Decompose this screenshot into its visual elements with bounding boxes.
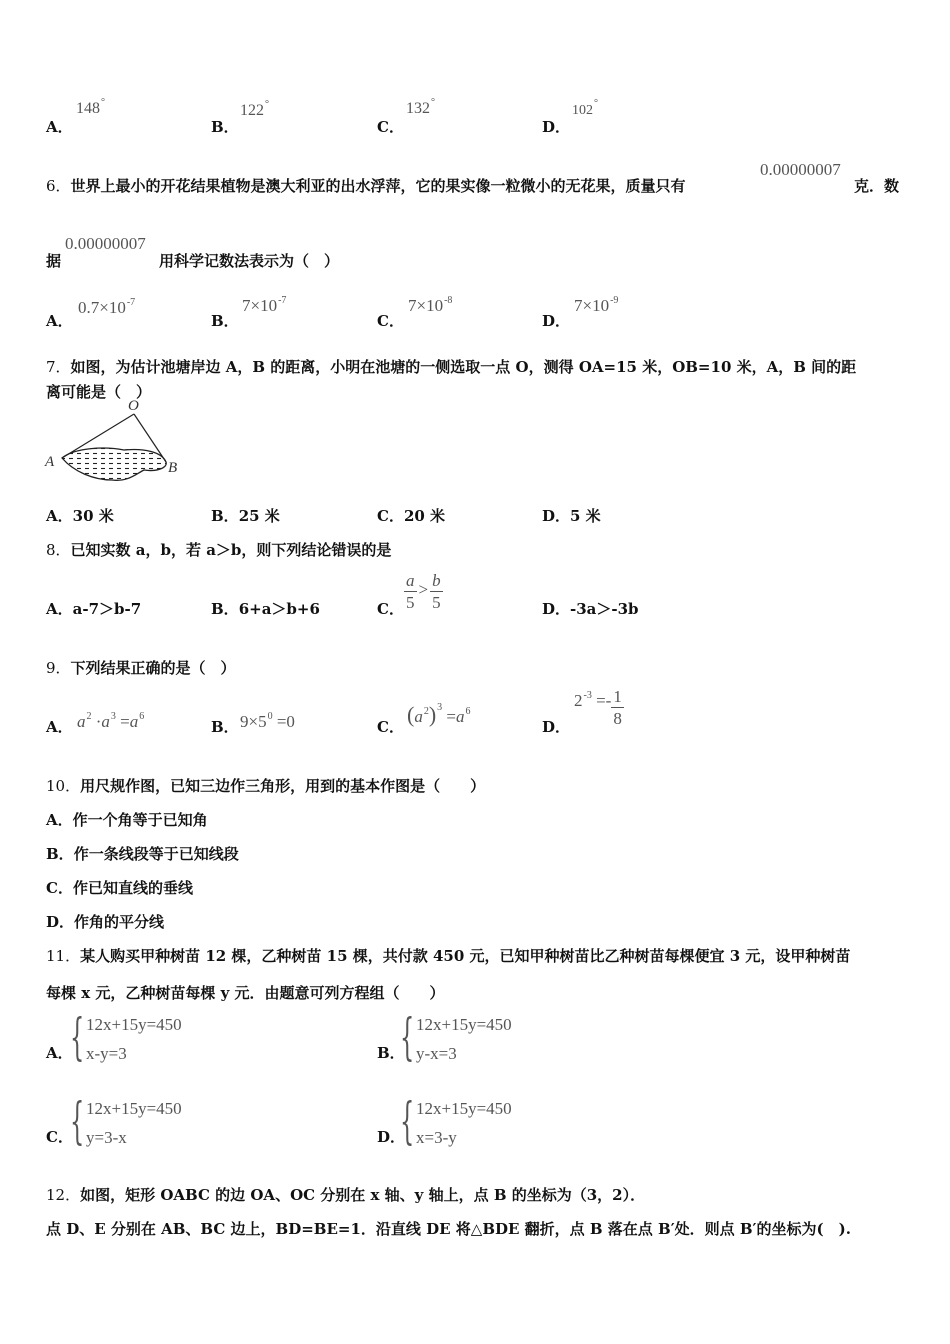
fraction-b-over-5 bbox=[430, 572, 443, 611]
q9-option-b-value bbox=[240, 712, 295, 732]
q8-option-d bbox=[542, 598, 639, 619]
outer-exponent: 3 bbox=[437, 702, 443, 713]
q10-number: 10． bbox=[46, 777, 81, 795]
q6-option-a-label: A． bbox=[46, 312, 73, 330]
base: a bbox=[456, 707, 465, 726]
q7-text: 如图，为估计池塘岸边 A，B 的距离，小明在池塘的一侧选取一点 O，测得 OA=15 米，OB=10 米，A，B 间的距 bbox=[70, 358, 857, 376]
label: D． bbox=[542, 600, 571, 618]
q11-text: 某人购买甲种树苗 12 棵，乙种树苗 15 棵，共付款 450 元，已知甲种树苗比乙种树苗每棵便宜 3 元，设甲种树苗 bbox=[80, 947, 851, 965]
label: A． bbox=[46, 811, 73, 829]
text: a-7＞b-7 bbox=[72, 600, 142, 618]
mantissa: 0.7 bbox=[78, 298, 100, 317]
q7-stem-line2: 离可能是（ ） bbox=[46, 383, 152, 401]
q11-stem-line1 bbox=[46, 945, 850, 966]
greater-than: > bbox=[418, 580, 429, 600]
exponent: 6 bbox=[465, 706, 471, 717]
q9-option-a-label: A． bbox=[46, 718, 73, 736]
q6-mass-value: 0.00000007 bbox=[760, 160, 841, 179]
exponent: -7 bbox=[278, 295, 287, 306]
label: C． bbox=[377, 507, 404, 525]
q5-option-b-label: B． bbox=[211, 118, 239, 136]
q10-option-a bbox=[46, 809, 208, 830]
q7-number: 7． bbox=[46, 358, 71, 376]
q11-option-b-label: B． bbox=[377, 1044, 405, 1062]
label: D． bbox=[46, 913, 75, 931]
q6-option-d-value bbox=[574, 296, 618, 316]
q6-number: 6． bbox=[46, 177, 71, 195]
q12-stem-line1 bbox=[46, 1184, 645, 1205]
q11-b-eq2: y-x=3 bbox=[416, 1044, 457, 1063]
denominator: 5 bbox=[432, 593, 441, 612]
text: -3a＞-3b bbox=[570, 600, 639, 618]
fraction-1-over-8 bbox=[611, 688, 624, 727]
q5-option-a-label: A． bbox=[46, 118, 73, 136]
q6-line2-value: 0.00000007 bbox=[65, 234, 146, 253]
exponent: 6 bbox=[139, 711, 145, 722]
base: ×10 bbox=[99, 298, 126, 317]
base: ×10 bbox=[250, 296, 278, 315]
label: A． bbox=[46, 507, 73, 525]
q8-option-b bbox=[211, 598, 320, 619]
q5-option-c-label: C． bbox=[377, 118, 404, 136]
exponent: -7 bbox=[126, 297, 136, 308]
q9-number: 9． bbox=[46, 659, 71, 677]
q10-stem bbox=[46, 775, 485, 796]
q6-line2-prefix: 据 bbox=[46, 252, 62, 270]
text: 作已知直线的垂线 bbox=[72, 879, 193, 897]
text: 20 米 bbox=[403, 507, 446, 525]
point-o-label: O bbox=[128, 398, 139, 414]
q8-number: 8． bbox=[46, 541, 71, 559]
point-a-label: A bbox=[45, 454, 55, 470]
q11-d-eq2: x=3-y bbox=[416, 1128, 457, 1147]
q10-option-d bbox=[46, 911, 164, 932]
degree-symbol: ° bbox=[101, 97, 105, 108]
q5-option-a-value bbox=[76, 97, 105, 118]
q5-c-number: 132 bbox=[406, 100, 430, 117]
q9-option-d-label: D． bbox=[542, 718, 571, 736]
q7-option-b bbox=[211, 505, 280, 526]
q6-option-b-label: B． bbox=[211, 312, 239, 330]
label: B． bbox=[211, 507, 239, 525]
equals: = bbox=[446, 707, 456, 726]
left-brace: { bbox=[70, 1008, 85, 1066]
q5-b-number: 122 bbox=[240, 102, 264, 119]
q6-option-c-value bbox=[408, 296, 452, 316]
q6-option-c-label: C． bbox=[377, 312, 404, 330]
q11-c-eq2: y=3-x bbox=[86, 1128, 127, 1147]
numerator: 1 bbox=[613, 687, 622, 706]
q11-b-eq1: 12x+15y=450 bbox=[416, 1015, 512, 1034]
left-brace: { bbox=[400, 1092, 415, 1150]
q10-option-b bbox=[46, 843, 239, 864]
exponent: 2 bbox=[86, 711, 92, 722]
q11-a-eq2: x-y=3 bbox=[86, 1044, 127, 1063]
text: 25 米 bbox=[238, 507, 280, 525]
q7-option-d bbox=[542, 505, 601, 526]
q11-c-eq1: 12x+15y=450 bbox=[86, 1099, 182, 1118]
q9-option-a-value bbox=[77, 712, 144, 732]
denominator: 5 bbox=[406, 593, 415, 612]
q9-option-d-value bbox=[574, 688, 624, 727]
degree-symbol: ° bbox=[594, 98, 598, 109]
base: a bbox=[129, 712, 139, 731]
equals-minus: =- bbox=[596, 691, 612, 710]
q9-option-b-label: B． bbox=[211, 718, 239, 736]
q5-option-c-value bbox=[406, 97, 435, 118]
q6-text-after: 克．数 bbox=[854, 177, 900, 195]
q11-number: 11． bbox=[46, 947, 81, 965]
exponent: -9 bbox=[610, 295, 619, 306]
q7-stem-line1 bbox=[46, 356, 856, 377]
text: 5 米 bbox=[570, 507, 601, 525]
q8-text: 已知实数 a，b，若 a＞b，则下列结论错误的是 bbox=[70, 541, 392, 559]
q9-stem bbox=[46, 657, 236, 678]
degree-symbol: ° bbox=[265, 99, 269, 110]
q6-line2-text: 用科学记数法表示为（ ） bbox=[159, 252, 340, 270]
q12-stem-line2: 点 D、E 分别在 AB、BC 边上，BD=BE=1．沿直线 DE 将△BDE 翻折，点 B 落在点 B′处．则点 B′的坐标为( ). bbox=[46, 1220, 851, 1238]
degree-symbol: ° bbox=[431, 97, 435, 108]
pond-figure bbox=[44, 396, 186, 486]
rhs: =0 bbox=[276, 712, 295, 731]
denominator: 8 bbox=[613, 709, 622, 728]
q11-option-c-label: C． bbox=[46, 1128, 73, 1146]
label: D． bbox=[542, 507, 571, 525]
q6-option-a-value bbox=[78, 298, 135, 318]
q11-a-eq1: 12x+15y=450 bbox=[86, 1015, 182, 1034]
equals: = bbox=[120, 712, 130, 731]
q6-option-d-label: D． bbox=[542, 312, 571, 330]
q7-option-a bbox=[46, 505, 114, 526]
q8-option-c-label: C． bbox=[377, 600, 404, 618]
fraction-a-over-5 bbox=[404, 572, 417, 611]
q11-option-d-label: D． bbox=[377, 1128, 406, 1146]
exponent: 0 bbox=[267, 711, 273, 722]
q6-stem bbox=[46, 175, 686, 196]
base: a bbox=[77, 712, 86, 731]
q8-option-a bbox=[46, 598, 141, 619]
q9-option-c-value bbox=[407, 702, 471, 728]
numerator: a bbox=[406, 571, 415, 590]
mantissa: 7 bbox=[242, 296, 251, 315]
lhs: 9×5 bbox=[240, 712, 267, 731]
q8-option-c-value bbox=[404, 572, 443, 611]
base: 2 bbox=[574, 691, 583, 710]
base: ×10 bbox=[416, 296, 444, 315]
q5-option-d-value bbox=[572, 98, 598, 119]
q5-option-b-value bbox=[240, 99, 269, 120]
q12-number: 12． bbox=[46, 1186, 81, 1204]
mantissa: 7 bbox=[408, 296, 417, 315]
point-b-label: B bbox=[168, 460, 178, 476]
q7-option-c bbox=[377, 505, 445, 526]
dot: · bbox=[95, 712, 102, 731]
q6-text: 世界上最小的开花结果植物是澳大利亚的出水浮萍，它的果实像一粒微小的无花果，质量只有 bbox=[70, 177, 686, 195]
q8-stem bbox=[46, 539, 391, 560]
q11-option-a-label: A． bbox=[46, 1044, 73, 1062]
text: 作一个角等于已知角 bbox=[72, 811, 208, 829]
q10-option-c bbox=[46, 877, 193, 898]
q12-text: 如图，矩形 OABC 的边 OA、OC 分别在 x 轴、y 轴上，点 B 的坐标为（3，2）． bbox=[80, 1186, 646, 1204]
base: a bbox=[101, 712, 110, 731]
label: A． bbox=[46, 600, 73, 618]
base: a bbox=[414, 707, 423, 726]
label: B． bbox=[211, 600, 239, 618]
left-brace: { bbox=[400, 1008, 415, 1066]
q9-text: 下列结果正确的是（ ） bbox=[70, 659, 236, 677]
paren-open: ( bbox=[407, 702, 415, 727]
mantissa: 7 bbox=[574, 296, 583, 315]
exponent: -3 bbox=[583, 690, 592, 701]
numerator: b bbox=[432, 571, 441, 590]
q5-d-number: 102 bbox=[572, 103, 593, 118]
text: 作一条线段等于已知线段 bbox=[73, 845, 239, 863]
text: 30 米 bbox=[72, 507, 114, 525]
paren-close: ) bbox=[428, 702, 437, 727]
exponent: 2 bbox=[423, 706, 429, 717]
left-brace: { bbox=[70, 1092, 85, 1150]
q11-d-eq1: 12x+15y=450 bbox=[416, 1099, 512, 1118]
q6-option-b-value bbox=[242, 296, 286, 316]
q10-text: 用尺规作图，已知三边作三角形，用到的基本作图是（ ） bbox=[80, 777, 486, 795]
label: B． bbox=[46, 845, 74, 863]
pond-shape bbox=[62, 448, 166, 480]
text: 作角的平分线 bbox=[74, 913, 165, 931]
exponent: 3 bbox=[110, 711, 116, 722]
text: 6+a＞b+6 bbox=[238, 600, 320, 618]
exponent: -8 bbox=[444, 295, 453, 306]
label: C． bbox=[46, 879, 73, 897]
base: ×10 bbox=[582, 296, 610, 315]
q5-option-d-label: D． bbox=[542, 118, 571, 136]
q11-stem-line2: 每棵 x 元，乙种树苗每棵 y 元．由题意可列方程组（ ） bbox=[46, 984, 445, 1002]
q9-option-c-label: C． bbox=[377, 718, 404, 736]
q5-a-number: 148 bbox=[76, 100, 100, 117]
